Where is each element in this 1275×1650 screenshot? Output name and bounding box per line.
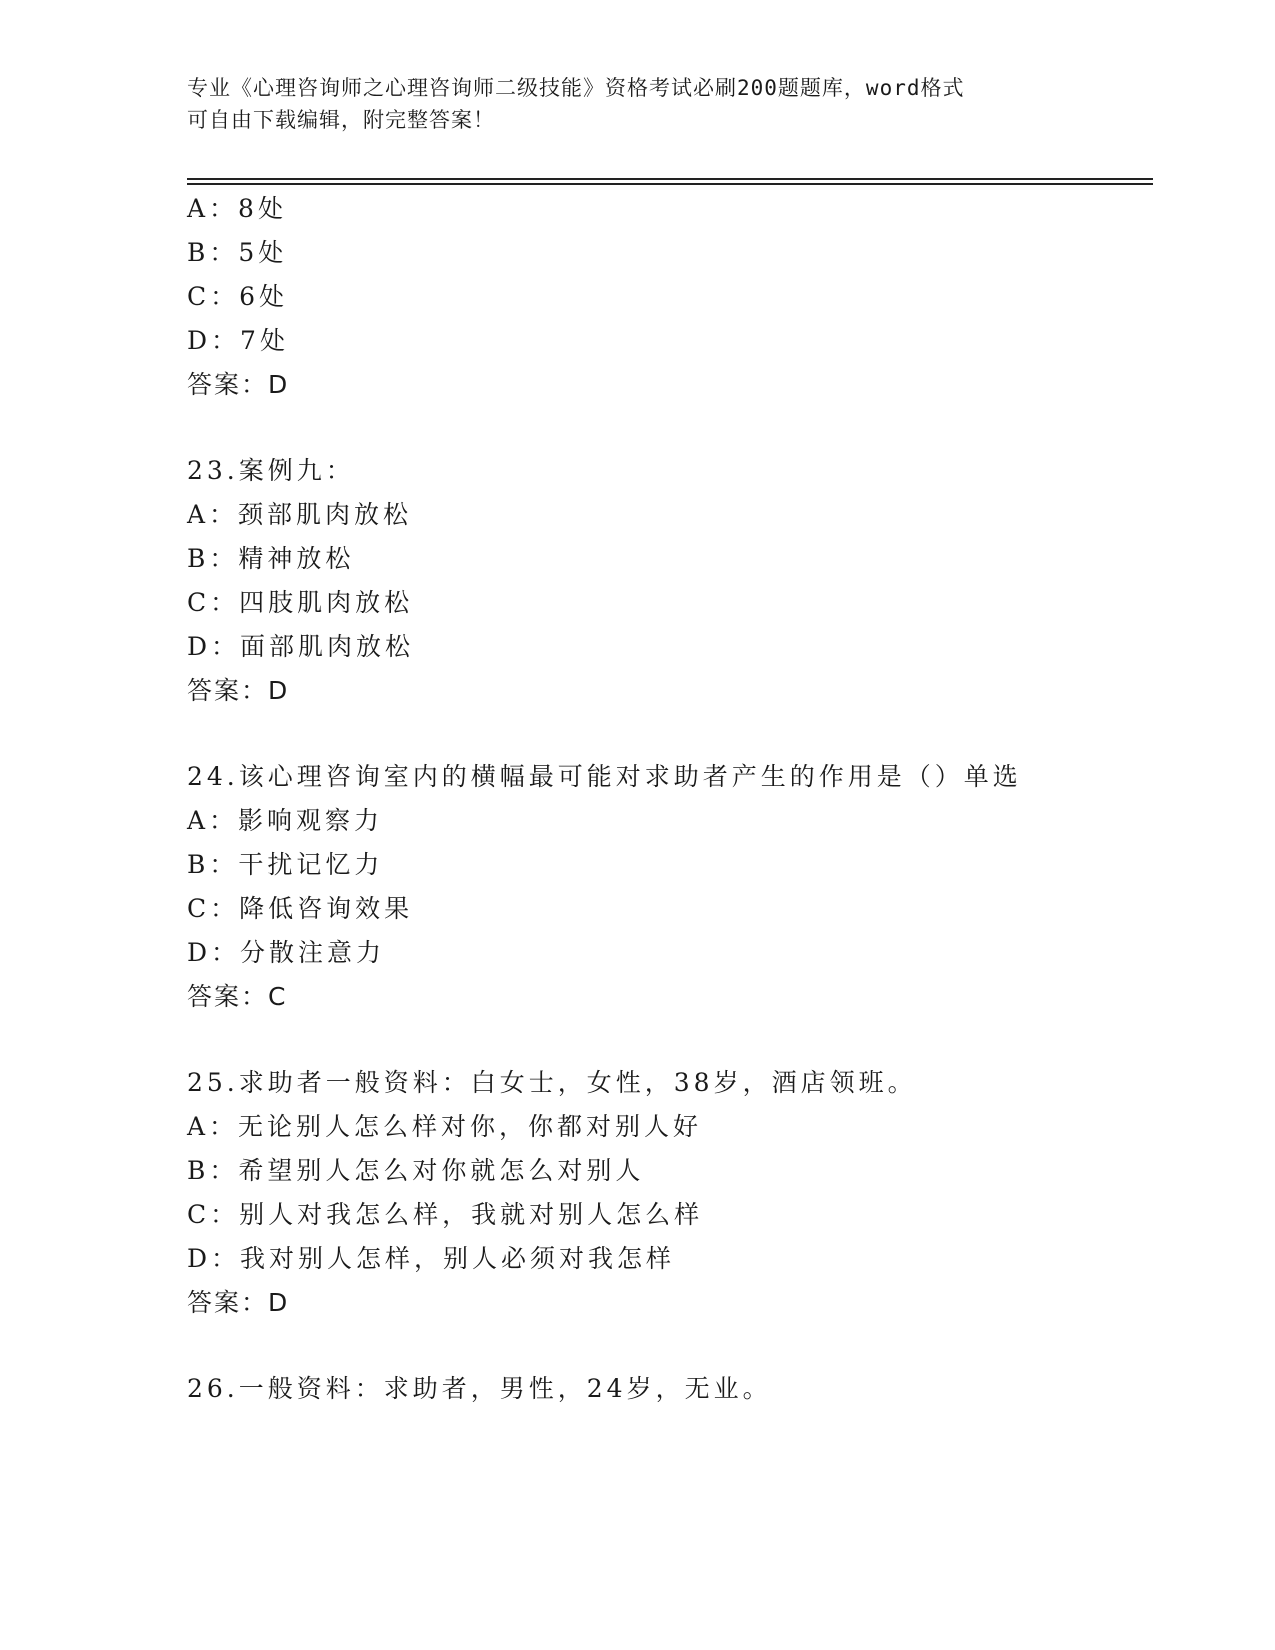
option-d: D：分散注意力 (187, 938, 386, 967)
header-divider-top (187, 178, 1153, 180)
option-a: A：颈部肌肉放松 (187, 500, 413, 529)
option-b: B：干扰记忆力 (187, 850, 384, 879)
answer: 答案：C (187, 982, 288, 1011)
answer: 答案：D (187, 370, 290, 399)
option-a: A：影响观察力 (187, 806, 384, 835)
option-d: D：我对别人怎样，别人必须对我怎样 (187, 1244, 676, 1273)
option-d: D：7处 (187, 326, 289, 355)
question-stem: 25.求助者一般资料：白女士，女性，38岁，酒店领班。 (187, 1068, 917, 1097)
option-b: B：5处 (187, 238, 288, 267)
answer: 答案：D (187, 1288, 290, 1317)
option-d: D：面部肌肉放松 (187, 632, 415, 661)
header-line-2: 可自由下载编辑，附完整答案！ (187, 108, 495, 132)
option-a: A：8处 (187, 194, 287, 223)
option-c: C：6处 (187, 282, 289, 311)
document-header (187, 72, 1067, 136)
question-stem: 23.案例九： (187, 456, 355, 485)
answer: 答案：D (187, 676, 290, 705)
option-c: C：降低咨询效果 (187, 894, 414, 923)
header-line-1: 专业《心理咨询师之心理咨询师二级技能》资格考试必刷200题题库，word格式 (187, 76, 965, 100)
option-b: B：精神放松 (187, 544, 355, 573)
option-c: C：别人对我怎么样，我就对别人怎么样 (187, 1200, 704, 1229)
question-stem: 24.该心理咨询室内的横幅最可能对求助者产生的作用是（）单选 (187, 762, 1022, 791)
option-b: B：希望别人怎么对你就怎么对别人 (187, 1156, 645, 1185)
question-stem: 26.一般资料：求助者，男性，24岁，无业。 (187, 1374, 772, 1403)
header-divider-bottom (187, 183, 1153, 185)
option-a: A：无论别人怎么样对你，你都对别人好 (187, 1112, 703, 1141)
option-c: C：四肢肌肉放松 (187, 588, 414, 617)
